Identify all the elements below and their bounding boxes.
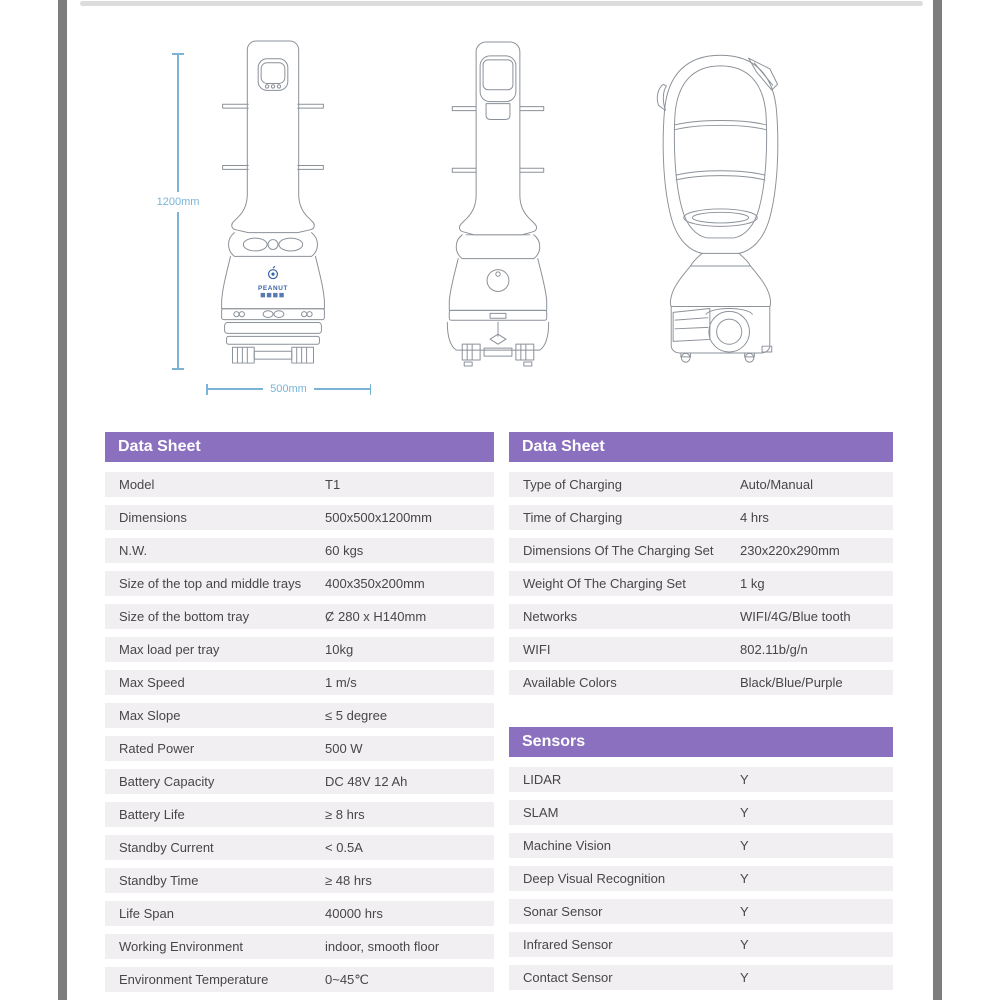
spec-value: 1 m/s [325,675,357,690]
table-row [105,670,494,695]
table-row [105,538,494,563]
spec-label: Standby Time [119,873,199,888]
sensor-value: Y [740,805,749,820]
spec-label: Type of Charging [523,477,623,492]
spec-value: WIFI/4G/Blue tooth [740,609,851,624]
height-dimension-line [172,53,184,370]
spec-label: Model [119,477,155,492]
spec-value: Ȼ 280 x H140mm [325,609,427,624]
spec-value: 10kg [325,642,354,657]
spec-value: Auto/Manual [740,477,813,492]
spec-label: Dimensions [119,510,187,525]
table-row [509,767,893,792]
table-row [509,932,893,957]
left-edge-bar [58,0,67,1000]
table-row [509,505,893,530]
table-row [105,637,494,662]
top-edge-strip [80,1,923,6]
spec-label: Time of Charging [523,510,623,525]
width-dimension-line [206,382,371,396]
spec-value: 60 kgs [325,543,364,558]
table-row [509,670,893,695]
spec-label: Networks [523,609,578,624]
sensor-label: Sonar Sensor [523,904,603,919]
spec-label: Max Speed [119,675,185,690]
table-row [105,703,494,728]
table-row [509,965,893,990]
sensor-label: Machine Vision [523,838,611,853]
right-table-header: Data Sheet [509,432,893,462]
table-row [509,833,893,858]
spec-value: ≤ 5 degree [325,708,388,723]
spec-label: Weight Of The Charging Set [523,576,686,591]
sensor-value: Y [740,772,749,787]
table-row [509,800,893,825]
spec-label: Dimensions Of The Charging Set [523,543,714,558]
sensor-label: LIDAR [523,772,562,787]
table-row [105,505,494,530]
spec-label: WIFI [523,642,551,657]
table-row [509,604,893,629]
left-data-sheet-table [105,432,494,1000]
table-row [105,934,494,959]
width-dimension-label: 500mm [270,383,307,395]
spec-label: Size of the top and middle trays [119,576,302,591]
spec-value: T1 [325,477,341,492]
spec-value: 802.11b/g/n [740,642,808,657]
sensor-value: Y [740,871,749,886]
table-row [105,604,494,629]
spec-value: 0~45℃ [325,971,369,987]
spec-label: Max Slope [119,708,181,723]
logo-subtext-marks [261,293,284,297]
table-row [105,571,494,596]
spec-value: 230x220x290mm [740,543,840,558]
table-row [509,899,893,924]
spec-label: Life Span [119,906,174,921]
sensor-label: Deep Visual Recognition [523,871,666,886]
table-row [105,769,494,794]
spec-value: 400x350x200mm [325,576,425,591]
table-row [105,868,494,893]
spec-value: 1 kg [740,576,765,591]
table-row [105,736,494,761]
spec-label: Working Environment [119,939,244,954]
peanut-logo [258,266,288,297]
spec-label: Environment Temperature [119,972,269,987]
sensor-value: Y [740,904,749,919]
spec-label: Battery Capacity [119,774,215,789]
spec-value: < 0.5A [325,840,363,855]
spec-label: Battery Life [119,807,185,822]
table-row [105,967,494,992]
robot-perspective-view-drawing [648,48,793,366]
spec-value: Black/Blue/Purple [740,675,843,690]
right-data-sheet-table [509,432,893,998]
robot-front-view-drawing [206,38,340,368]
table-row [105,472,494,497]
height-dimension-label: 1200mm [156,196,200,208]
left-table-header: Data Sheet [105,432,494,462]
sensor-value: Y [740,970,749,985]
spec-value: ≥ 8 hrs [325,807,365,822]
spec-value: 40000 hrs [325,906,383,921]
right-edge-bar [933,0,942,1000]
table-row [509,637,893,662]
sensor-value: Y [740,838,749,853]
spec-label: N.W. [119,543,148,558]
table-row [105,802,494,827]
sensor-value: Y [740,937,749,952]
table-row [509,538,893,563]
logo-text: PEANUT [258,284,288,292]
spec-label: Available Colors [523,675,617,690]
table-row [105,901,494,926]
spec-label: Max load per tray [119,642,220,657]
spec-value: 500 W [325,741,363,756]
spec-label: Size of the bottom tray [119,609,250,624]
sensor-label: Infrared Sensor [523,937,613,952]
spec-value: indoor, smooth floor [325,939,440,954]
spec-value: DC 48V 12 Ah [325,774,408,789]
spec-label: Standby Current [119,840,214,855]
table-row [105,835,494,860]
sensor-label: SLAM [523,805,559,820]
table-row [509,472,893,497]
table-row [509,571,893,596]
spec-label: Rated Power [119,741,195,756]
table-row [509,866,893,891]
spec-value: ≥ 48 hrs [325,873,372,888]
sensor-label: Contact Sensor [523,970,613,985]
spec-value: 500x500x1200mm [325,510,432,525]
spec-value: 4 hrs [740,510,769,525]
sensors-table-header: Sensors [509,727,893,757]
robot-rear-view-drawing [434,40,562,368]
